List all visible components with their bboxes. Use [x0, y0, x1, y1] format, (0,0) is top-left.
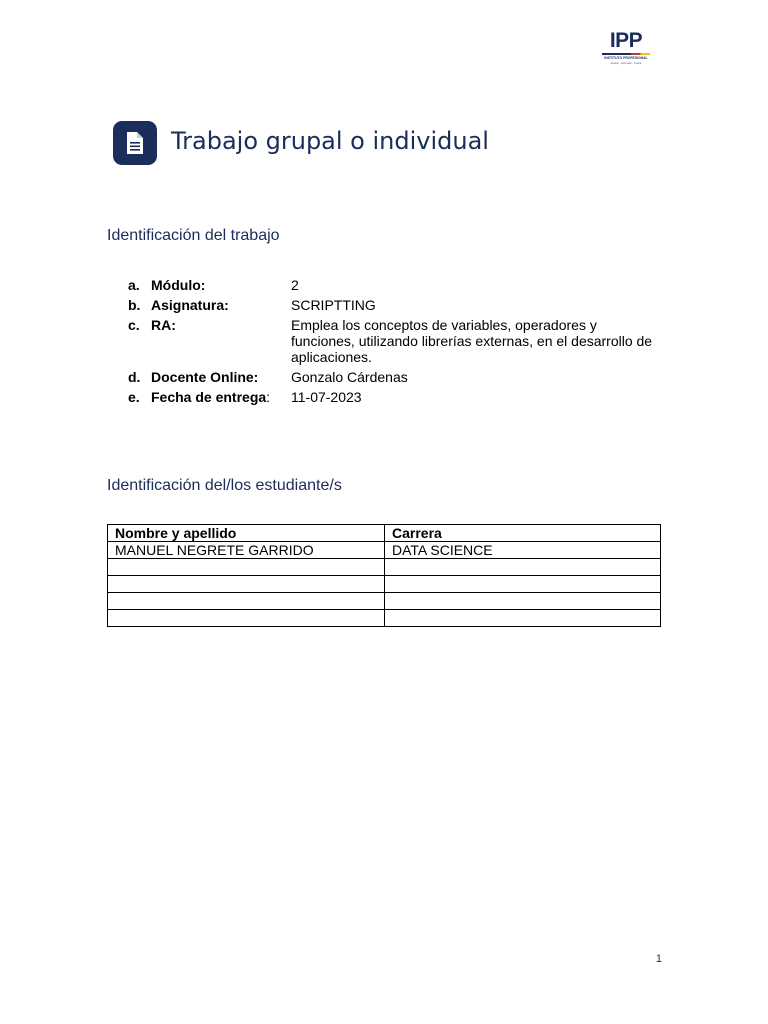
document-icon: [113, 121, 157, 165]
table-header-row: [108, 525, 661, 542]
field-letter: e.: [128, 389, 140, 405]
field-letter: c.: [128, 317, 140, 333]
field-letter: d.: [128, 369, 141, 385]
field-label: Asignatura:: [151, 297, 229, 313]
field-letter: a.: [128, 277, 140, 293]
field-value: Gonzalo Cárdenas: [291, 369, 408, 385]
logo-color-bar: [602, 53, 650, 55]
field-row-module: [128, 277, 668, 293]
students-heading: Identificación del/los estudiante/s: [107, 477, 342, 494]
student-name-cell: [108, 576, 385, 593]
field-letter: b.: [128, 297, 141, 313]
student-name-cell: MANUEL NEGRETE GARRIDO: [108, 542, 385, 559]
logo-tagline: Sueña · Aprende · Crece: [610, 61, 642, 65]
student-name-cell: [108, 610, 385, 627]
field-value: 11-07-2023: [291, 389, 362, 405]
column-header-career: Carrera: [385, 525, 661, 542]
field-value: SCRIPTTING: [291, 297, 376, 313]
field-value: 2: [291, 277, 299, 293]
student-name-cell: [108, 559, 385, 576]
field-value: Emplea los conceptos de variables, operadores y funciones, utilizando librerías externas, en el desarrollo de aplicaciones.: [291, 317, 653, 365]
field-label: RA:: [151, 317, 176, 333]
table-row: [108, 593, 661, 610]
student-name-cell: [108, 593, 385, 610]
work-fields-list: [128, 277, 668, 409]
students-table: [107, 524, 661, 627]
student-career-cell: [385, 610, 661, 627]
table-row: [108, 542, 661, 559]
table-row: [108, 576, 661, 593]
student-career-cell: [385, 559, 661, 576]
field-row-teacher: [128, 369, 668, 385]
document-title: Trabajo grupal o individual: [171, 127, 489, 155]
student-career-cell: [385, 576, 661, 593]
logo-subtitle: INSTITUTO PROFESIONAL: [604, 56, 648, 60]
field-label: Fecha de entrega:: [151, 389, 271, 405]
field-label: Módulo:: [151, 277, 206, 293]
table-row: [108, 559, 661, 576]
work-identification-heading: Identificación del trabajo: [107, 227, 280, 244]
student-career-cell: DATA SCIENCE: [385, 542, 661, 559]
logo-mark: IPP: [609, 29, 643, 52]
column-header-name: Nombre y apellido: [108, 525, 385, 542]
table-row: [108, 610, 661, 627]
field-row-ra: [128, 317, 668, 365]
student-career-cell: [385, 593, 661, 610]
page-number: 1: [655, 953, 662, 965]
field-row-due-date: [128, 389, 668, 405]
ipp-logo: [596, 30, 656, 72]
field-row-subject: [128, 297, 668, 313]
field-label: Docente Online:: [151, 369, 259, 385]
